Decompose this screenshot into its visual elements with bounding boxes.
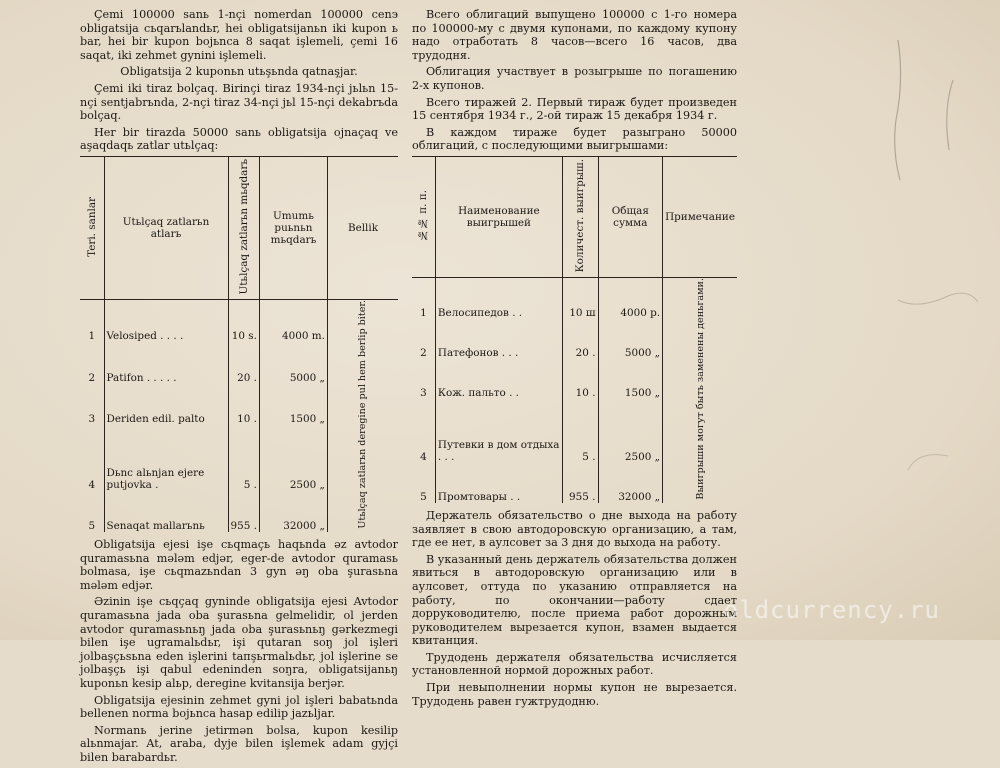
- row-sum: 5000 „: [259, 342, 327, 383]
- col-header-note: Bellik: [327, 157, 398, 300]
- prize-table: [412, 157, 737, 503]
- col-header-sum: Umumь puьnьn mьqdarь: [259, 157, 327, 300]
- col-header-quantity: Utьlçaq zatlarьn mьqdarь: [228, 157, 259, 300]
- row-prize-name: Velosiped . . . .: [104, 300, 228, 342]
- row-quantity: 5 .: [228, 425, 259, 491]
- coupons-paragraph: Облигация участвует в розыгрыше по погашению 2-х купонов.: [412, 65, 737, 92]
- work-day-paragraph: В указанный день держатель обязательства должен явиться в автодоровскую организацию или в аулсовет, оттуда по указанию отправляется на работу, по окончании—работу сдает дорруководителю, после приема работ дорожным руководителем вырезается купон, взамен выдается квитанция.: [412, 552, 737, 648]
- table-header-row: [412, 157, 737, 278]
- row-sum: 1500 „: [259, 384, 327, 425]
- notify-paragraph: Obligatsija ejesi işe cьqmaçь haqьnda əz avtodor quramasьna mələm edjər, eger-de avtodor quramasь bolmasa, işe cьqmazьndan 3 gyn əŋ oba şurasьna mələm edjər.: [80, 538, 398, 592]
- row-prize-name: Промтовары . .: [435, 463, 562, 503]
- row-prize-name: Патефонов . . .: [435, 319, 562, 359]
- table-row: [80, 300, 398, 342]
- row-note: Utьlçaq zatlarьn deregine pul hem berlip biter.: [327, 300, 398, 532]
- coupons-paragraph: Obligatsija 2 kuponьn utьşьnda qatnaşjar.: [120, 65, 358, 79]
- row-note: Выигрыши могут быть заменены деньгами.: [663, 278, 737, 503]
- row-prize-name: Senaqat mallarьnь: [104, 491, 228, 532]
- row-sum: 32000 „: [259, 491, 327, 532]
- draws-paragraph: Çemi iki tiraz bolçaq. Birinçi tiraz 1934-nçi jьlьn 15-nçi sentjabrьnda, 2-nçi tiraz 34-nçi jьl 15-nçi dekabrьda bolçaq.: [80, 81, 398, 123]
- row-number: 5: [420, 490, 427, 503]
- row-prize-name: Велосипедов . .: [435, 278, 562, 319]
- coupon-cut-paragraph: При невыполнении нормы купон не вырезается. Трудодень равен гужтрудодню.: [412, 681, 737, 708]
- row-sum: 2500 „: [259, 425, 327, 491]
- row-number: 1: [88, 330, 96, 343]
- row-prize-name: Deriden edil. palto: [104, 384, 228, 425]
- row-quantity: 955 .: [562, 463, 598, 503]
- row-quantity: 10 s.: [228, 300, 259, 342]
- norm-paragraph: Трудодень держателя обязательства исчисляется установленной нормой дорожных работ.: [412, 650, 737, 678]
- intro-paragraph: Всего облигаций выпущено 100000 с 1-го номера по 100000-му с двумя купонами, по каждому купону надо отработать 8 часов—всего 16 часов, два трудодня.: [412, 8, 737, 62]
- coupon-cut-paragraph: Normanь jerine jetirmən bolsa, kupon kesilip alьnmajar. At, araba, dyje bilen işlemek adam gyjçi bilen barabardьr.: [80, 723, 398, 765]
- row-quantity: 10 .: [228, 384, 259, 425]
- notify-paragraph: Держатель обязательство о дне выхода на работу заявляет в свою автодоровскую организацию, а там, где ее нет, в аулсовет за 3 дня до выхода на работу.: [412, 508, 737, 550]
- norm-paragraph: Obligatsija ejesinin zehmet gyni jol işleri babatьnda bellenen norma bojьnca hasap edilip jazьljar.: [80, 693, 398, 721]
- row-sum: 2500 „: [598, 399, 663, 463]
- row-number: 3: [420, 387, 427, 400]
- row-sum: 32000 „: [598, 463, 663, 503]
- row-sum: 5000 „: [598, 319, 663, 359]
- row-quantity: 5 .: [562, 399, 598, 463]
- row-number: 3: [88, 413, 96, 426]
- row-sum: 4000 m.: [259, 300, 327, 342]
- col-header-number: Teri. sanlar: [80, 157, 104, 300]
- row-quantity: 20 .: [228, 342, 259, 383]
- row-quantity: 10 .: [562, 359, 598, 399]
- watermark: oldcurrency.ru: [723, 596, 940, 624]
- row-sum: 1500 „: [598, 359, 663, 399]
- col-header-number: №№ п. п.: [412, 157, 435, 278]
- col-header-sum: Общая сумма: [598, 157, 663, 278]
- row-number: 5: [88, 520, 96, 533]
- col-header-quantity: Количест. выигрыш.: [562, 157, 598, 278]
- row-prize-name: Dьnc alьnjan ejere putjovka .: [104, 425, 228, 491]
- table-row: [412, 278, 737, 319]
- row-sum: 4000 р.: [598, 278, 663, 319]
- row-number: 4: [88, 478, 96, 491]
- row-prize-name: Путевки в дом отдыха . . .: [435, 399, 562, 463]
- intro-paragraph: Çemi 100000 sanь 1-nçi nomerdan 100000 cenэ obligatsija cьqarьlandьr, hei obligatsijanьn iki kupon ь bar, hei bir kupon bojьnca 8 saqat işlemeli, çemi 16 saqat, iki zehmet gynini işlemeli.: [80, 8, 398, 62]
- row-quantity: 20 .: [562, 319, 598, 359]
- row-prize-name: Кож. пальто . .: [435, 359, 562, 399]
- row-number: 1: [420, 307, 427, 320]
- prizes-intro: В каждом тираже будет разыграно 50000 облигаций, с последующими выигрышами:: [412, 125, 737, 153]
- work-day-paragraph: Əzinin işe cьqçaq gyninde obligatsija ejesi Avtodor quramasьna jada oba şurasьna gelmelidir, ol jerden avtodor quramasьnьŋ jada oba şurasьnьŋ gərkezmegi bilen işe ugramalьdьr, işi qutaran soŋ jol işleri jolbaşçьsьna eden işlerini taпşьrmalьdьr, jol işlerine se jolbaşçь işi qabul edeninden soŋra, obligatsijanьŋ kuponьn kesip alьp, deregine kvitansija berjər.: [80, 595, 398, 691]
- prizes-intro: Her bir tirazda 50000 sanь obligatsija ojnaçaq ve aşaqdaqь zatlar utьlçaq:: [80, 125, 398, 153]
- row-number: 2: [420, 347, 427, 360]
- row-quantity: 10 ш: [562, 278, 598, 319]
- turkmen-column: [80, 8, 398, 768]
- col-header-name: Utьlçaq zatlarьn atlarь: [104, 157, 228, 300]
- row-quantity: 955 .: [228, 491, 259, 532]
- pencil-scribble: [748, 0, 1000, 640]
- draws-paragraph: Всего тиражей 2. Первый тираж будет произведен 15 сентября 1934 г., 2-ой тираж 15 декабря 1934 г.: [412, 95, 737, 123]
- table-header-row: [80, 157, 398, 300]
- col-header-note: Примечание: [663, 157, 737, 278]
- col-header-name: Наименование выигрышей: [435, 157, 562, 278]
- prize-table: [80, 157, 398, 532]
- row-number: 4: [420, 450, 427, 463]
- row-number: 2: [88, 371, 96, 384]
- russian-column: [412, 8, 737, 711]
- row-prize-name: Patifon . . . . .: [104, 342, 228, 383]
